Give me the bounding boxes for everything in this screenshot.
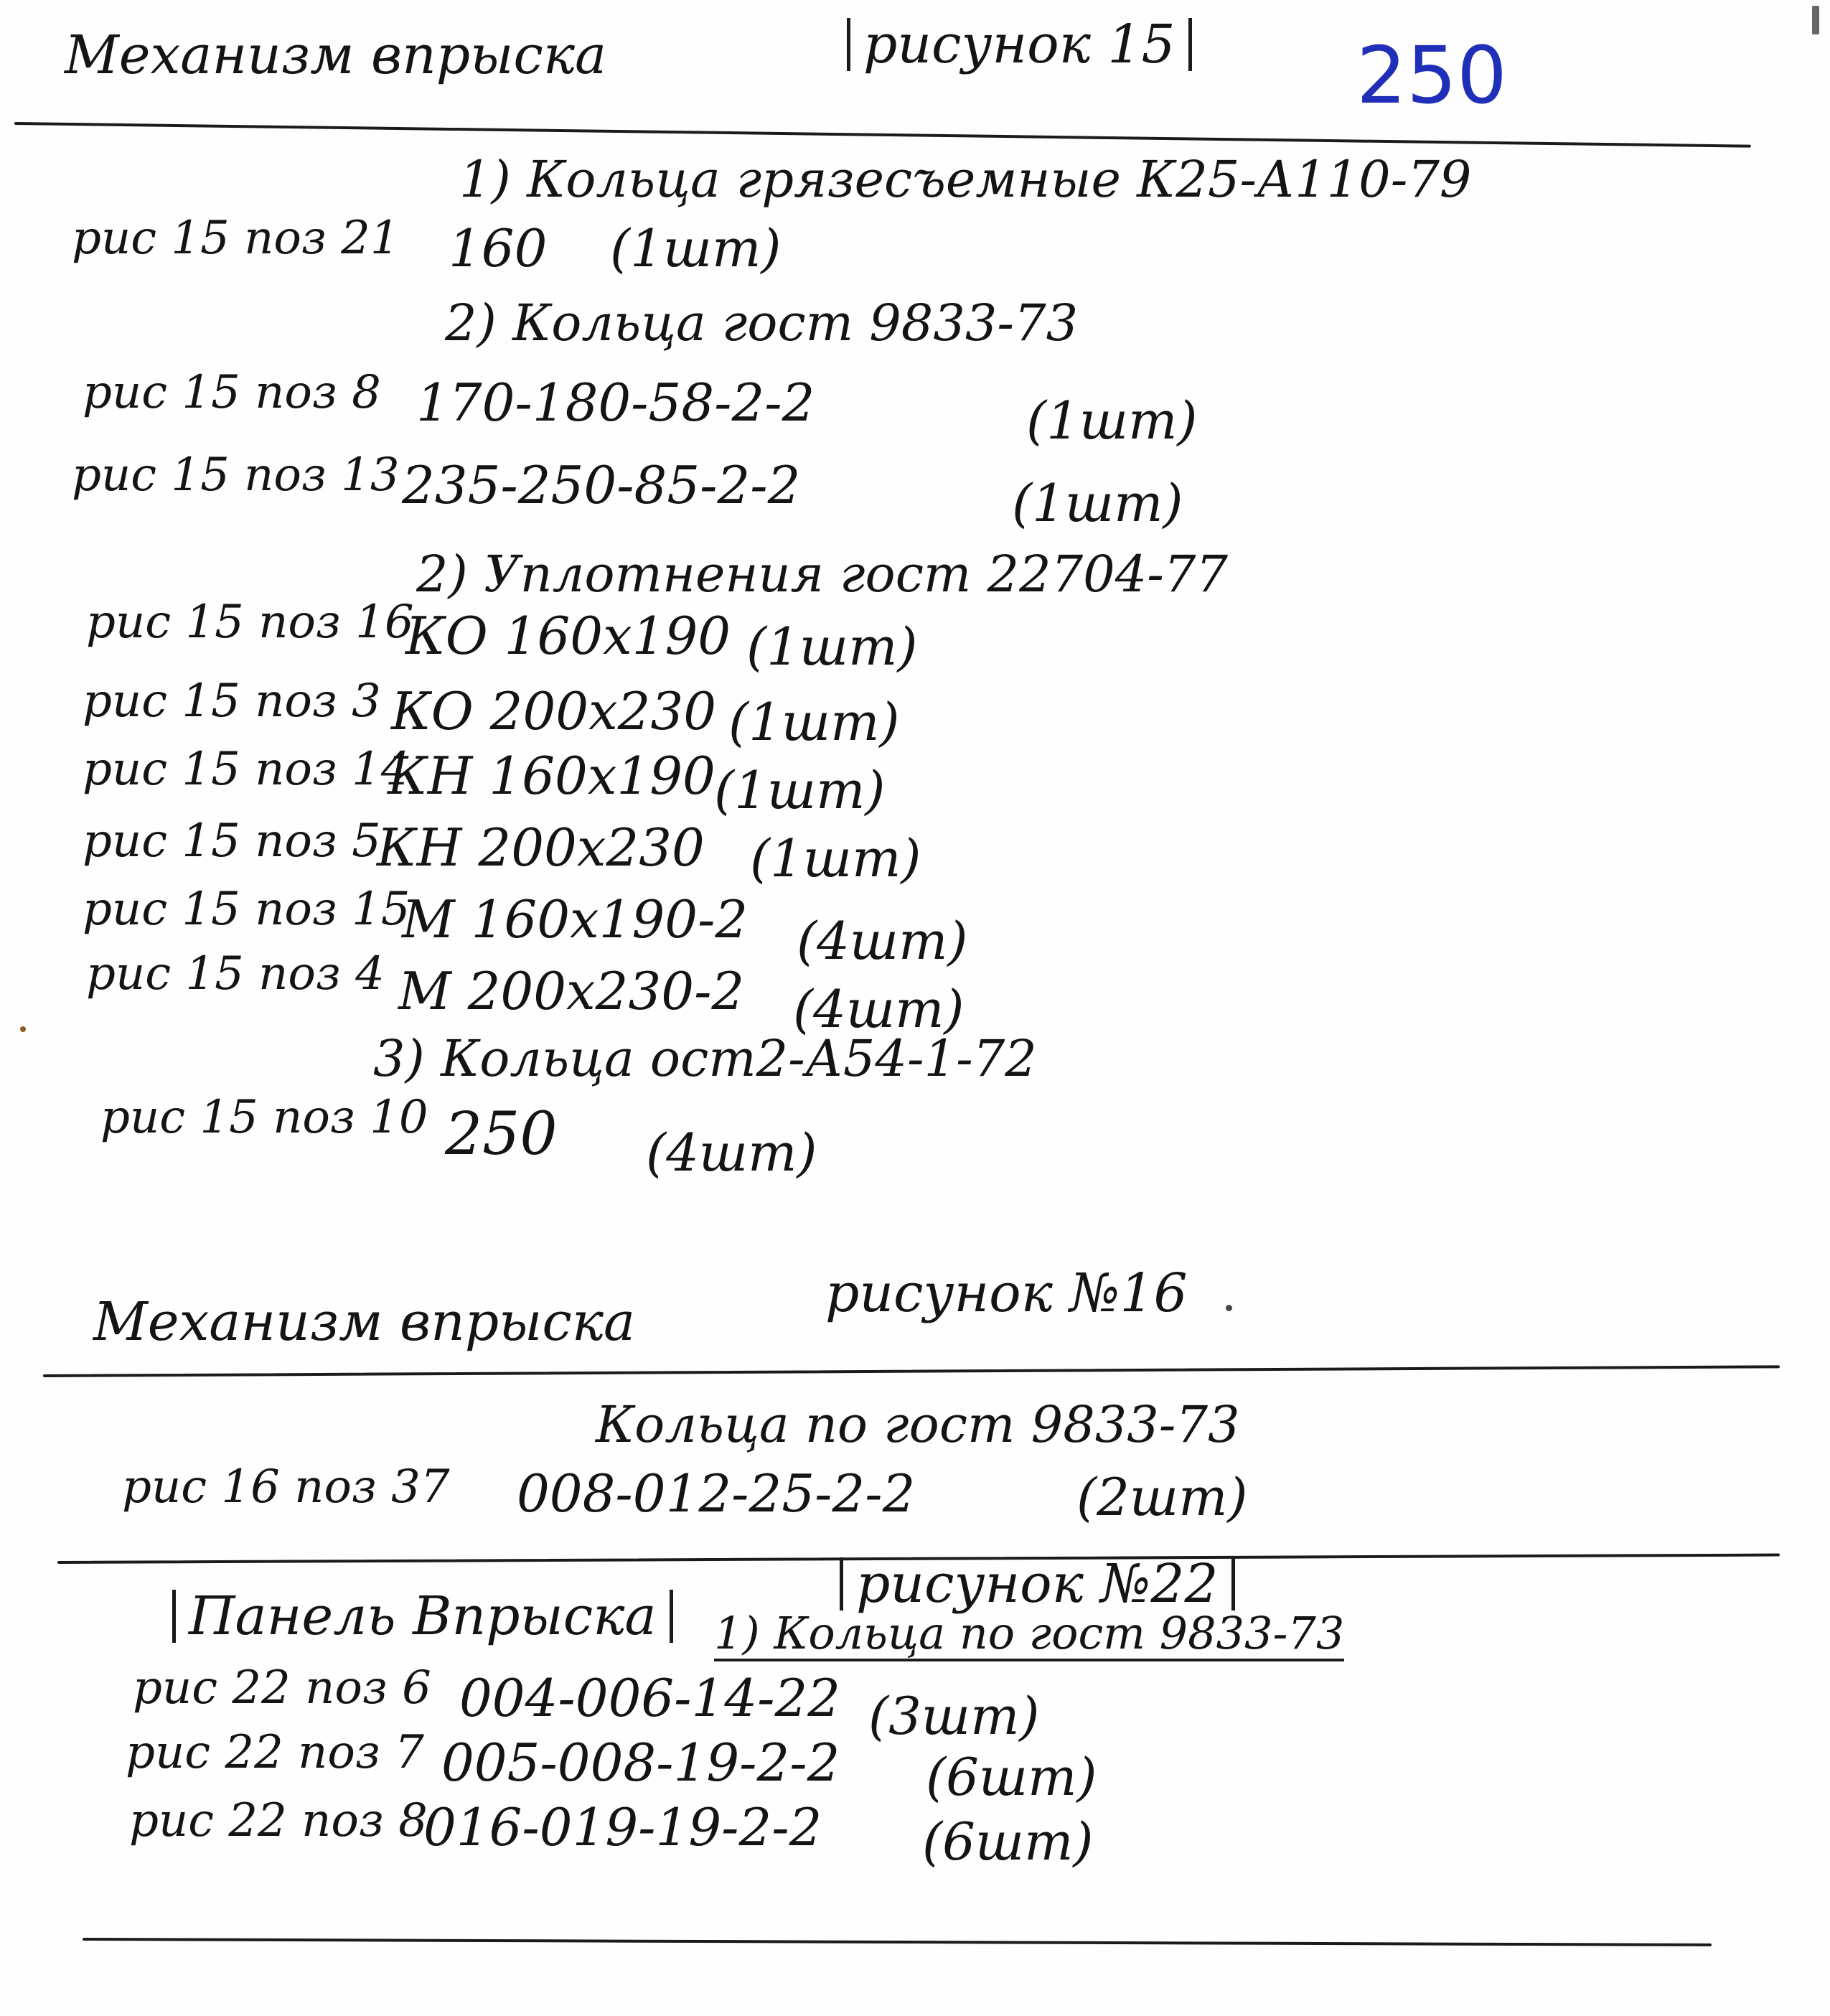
item-ref: рис 15 поз 21 [72,212,400,265]
item-qty: (4шт) [793,979,965,1039]
item-ref: рис 22 поз 8 [129,1794,428,1847]
item-ref: рис 15 поз 5 [83,815,381,868]
item-ref: рис 15 поз 10 [100,1091,428,1144]
scan-speck [1812,6,1819,34]
item-value: КО 200х230 [391,681,717,741]
item-qty: (4шт) [797,911,968,971]
section2-figure-label: рисунок №16 [825,1262,1188,1324]
item-ref: рис 15 поз 14 [83,743,410,796]
item-value: М 200х230-2 [398,961,745,1021]
section2-top-rule [43,1365,1780,1377]
item-value: 160 [449,218,548,278]
item-qty: (1шт) [714,760,886,820]
item-ref: рис 15 поз 13 [72,449,400,502]
item-qty: (1шт) [746,616,918,677]
item-ref: рис 22 поз 7 [126,1726,424,1779]
group2-heading: 2) Кольца гост 9833-73 [445,294,1079,352]
group1-heading: 1) Кольца грязесъемные К25-А110-79 [459,150,1472,209]
section3-heading: 1) Кольца по гост 9833-73 [714,1611,1344,1661]
item-value: 016-019-19-2-2 [423,1797,822,1857]
item-ref: рис 15 поз 4 [86,947,385,1000]
item-qty: (1шт) [610,218,782,278]
item-value: КО 160х190 [405,606,731,666]
item-qty: (6шт) [926,1747,1097,1807]
item-ref: рис 16 поз 37 [122,1461,450,1514]
item-qty: (1шт) [1026,390,1198,451]
item-value: 250 [445,1100,558,1168]
ink-dot [1226,1305,1232,1311]
item-value: КН 160х190 [388,746,715,806]
page-bottom-rule [83,1938,1712,1946]
item-ref: рис 22 поз 6 [133,1661,431,1715]
item-ref: рис 15 поз 8 [83,366,381,419]
group3-heading: 2) Уплотнения гост 22704-77 [416,545,1228,604]
item-qty: (4шт) [646,1122,817,1183]
item-value: 008-012-25-2-2 [517,1463,916,1524]
section1-figure-label: рисунок 15 [847,18,1192,71]
item-qty: (2шт) [1076,1467,1248,1527]
section3-figure-label: рисунок №22 [840,1557,1235,1611]
item-value: КН 200х230 [377,817,705,878]
group4-heading: 3) Кольца ост2-А54-1-72 [373,1029,1037,1088]
item-ref: рис 15 поз 3 [83,675,381,728]
item-value: 235-250-85-2-2 [402,455,801,515]
item-ref: рис 15 поз 16 [86,596,414,649]
item-qty: (1шт) [1012,473,1183,533]
section1-title: Механизм впрыска [65,24,607,86]
item-value: 004-006-14-22 [459,1668,841,1728]
item-qty: (6шт) [922,1811,1094,1872]
item-value: 005-008-19-2-2 [441,1733,840,1793]
item-qty: (1шт) [750,828,921,889]
page-number: 250 [1356,29,1507,121]
item-ref: рис 15 поз 15 [83,883,410,936]
section3-title: Панель Впрыска [172,1590,673,1643]
section2-title: Механизм впрыска [93,1291,636,1353]
item-qty: (1шт) [728,692,900,752]
item-value: 170-180-58-2-2 [416,372,815,433]
item-value: М 160х190-2 [402,889,749,950]
section1-top-rule [14,122,1751,148]
section2-heading: Кольца по гост 9833-73 [596,1395,1240,1454]
scan-speck [20,1026,26,1032]
item-qty: (3шт) [868,1686,1040,1746]
